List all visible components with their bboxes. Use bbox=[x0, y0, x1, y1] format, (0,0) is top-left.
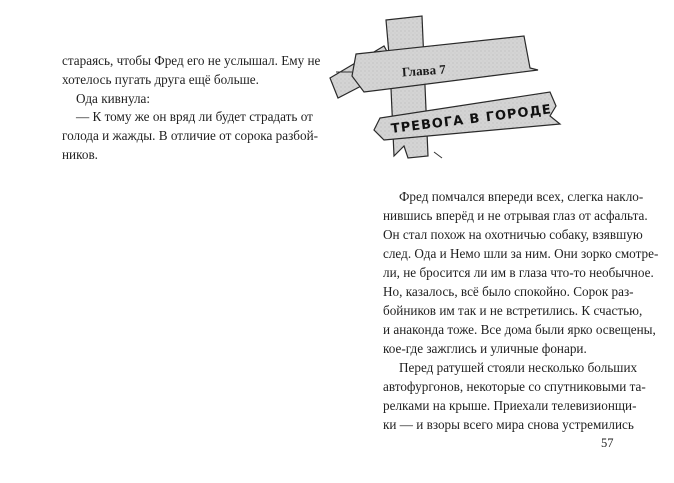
text-line: автофургонов, некоторые со спутниковыми та- bbox=[383, 379, 646, 394]
text-line: кое-где зажглись и уличные фонари. bbox=[383, 341, 587, 356]
chapter-title: ТРЕВОГА В ГОРОДЕ bbox=[390, 102, 553, 137]
text-line: ников. bbox=[62, 147, 98, 162]
text-line: хотелось пугать друга ещё больше. bbox=[62, 72, 259, 87]
text-line: Он стал похож на охотничью собаку, взявшую bbox=[383, 227, 643, 242]
text-line: след. Ода и Немо шли за ним. Они зорко смотре- bbox=[383, 246, 659, 261]
text-line: Но, казалось, всё было спокойно. Сорок раз- bbox=[383, 284, 634, 299]
text-line: и анаконда тоже. Все дома были ярко освещены, bbox=[383, 322, 656, 337]
text-line: Перед ратушей стояли несколько больших bbox=[399, 360, 638, 375]
text-line: Ода кивнула: bbox=[76, 91, 151, 106]
chapter-label: Глава 7 bbox=[401, 61, 447, 80]
text-line: нившись вперёд и не отрывая глаз от асфальта. bbox=[383, 208, 648, 223]
text-line: релками на крыше. Приехали телевизионщи- bbox=[383, 398, 637, 413]
text-line: ли, не бросится ли им в глаза что-то необычное. bbox=[383, 265, 654, 280]
right-page bbox=[337, 0, 674, 483]
text-line: голода и жажды. В отличие от сорока разбой- bbox=[62, 128, 319, 143]
text-line: стараясь, чтобы Фред его не услышал. Ему не bbox=[62, 53, 321, 68]
text-line: бойников им так и не встретились. К счастью, bbox=[383, 303, 643, 318]
text-line: Фред помчался впереди всех, слегка накло- bbox=[399, 189, 644, 204]
text-line: ки — и взоры всего мира снова устремились bbox=[383, 417, 634, 432]
page-number: 57 bbox=[601, 436, 614, 450]
text-line: — К тому же он вряд ли будет страдать от bbox=[76, 109, 313, 124]
